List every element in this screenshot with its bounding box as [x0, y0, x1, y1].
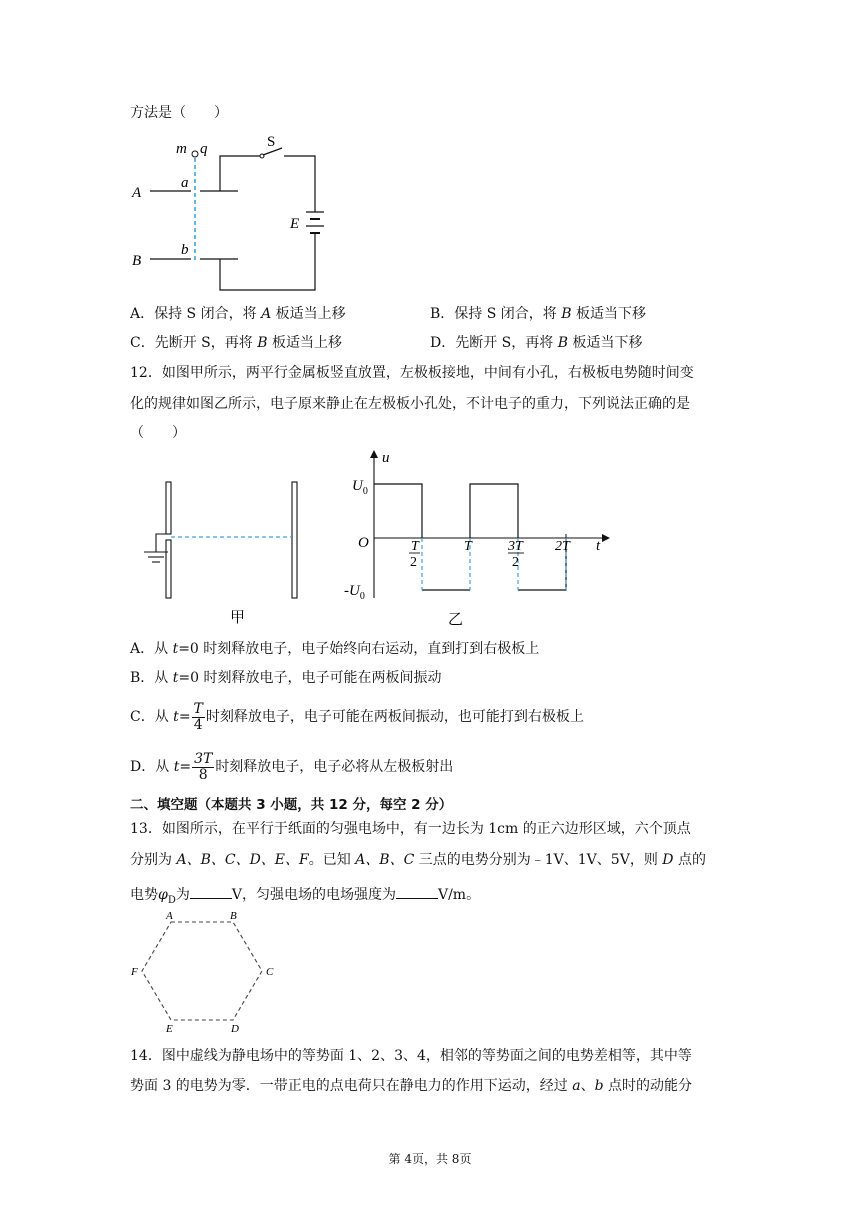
vertex-B: B	[230, 910, 237, 922]
q11-option-d: D．先断开 S，再将 B 板适当下移	[430, 335, 643, 351]
q12-option-c: C．从 t= $\frac{T}{4}$ 时刻释放电子，电子可能在两板间振动，也可能打到右极板上	[130, 700, 584, 733]
q13-stem-line3: 电势$\varphi_D$为 V，匀强电场的电场强度为 V/m。	[130, 884, 480, 910]
tick-U0: $U_0$	[352, 478, 368, 497]
tick-negU0: $-U_0$	[344, 583, 365, 602]
wave-segment	[374, 484, 422, 538]
q11-circuit-figure	[128, 132, 338, 292]
tick-T2-num: T	[411, 539, 419, 554]
fraction-3T-over-8: $\frac{3T}{8}$	[194, 750, 213, 783]
q12-option-a: A．从 t=0 时刻释放电子，电子始终向右运动，直到打到右极板上	[130, 641, 540, 657]
left-plate-top	[166, 482, 171, 534]
label-q: q	[200, 141, 208, 157]
tick-2T: 2T	[555, 539, 570, 554]
section-heading-fill-blank: 二、填空题（本题共 3 小题，共 12 分，每空 2 分）	[130, 797, 453, 813]
q11-option-c: C．先断开 S，再将 B 板适当上移	[130, 335, 342, 351]
q12-option-d: D．从 t= $\frac{3T}{8}$ 时刻释放电子，电子必将从左极板射出	[130, 750, 454, 783]
vertex-E: E	[166, 1023, 173, 1034]
q12-stem-line1: 12．如图甲所示，两平行金属板竖直放置，左极板接地，中间有小孔，右极板电势随时间变	[130, 365, 694, 381]
q12-stem-line3: （ ）	[130, 425, 186, 441]
q14-stem-line1: 14．图中虚线为静电场中的等势面 1、2、3、4，相邻的等势面之间的电势差相等，其中等	[130, 1048, 692, 1064]
tick-T: T	[464, 539, 472, 554]
vertex-D: D	[231, 1023, 239, 1034]
q11-stem-tail: 方法是（ ）	[130, 105, 228, 121]
caption-jia: 甲	[230, 610, 246, 626]
q11-option-a: A．保持 S 闭合，将 A 板适当上移	[130, 306, 346, 322]
wave-segment	[470, 484, 518, 538]
hexagon-dashed	[142, 922, 262, 1020]
label-m: m	[176, 141, 187, 157]
q12-figure-jia	[128, 470, 308, 630]
axis-label-t: t	[596, 538, 601, 554]
tick-3T2-den: 2	[512, 555, 519, 570]
page-footer: 第 4页，共 8页	[388, 1152, 472, 1166]
origin-O: O	[358, 535, 369, 551]
answer-blank-2[interactable]	[396, 884, 438, 899]
vertex-A: A	[166, 910, 173, 922]
vertex-F: F	[131, 966, 138, 978]
q14-stem-line2: 势面 3 的电势为零．一带正电的点电荷只在静电力的作用下运动，经过 a、b 点时的动能分	[130, 1078, 693, 1094]
label-a: a	[181, 175, 189, 191]
q11-option-b: B．保持 S 闭合，将 B 板适当下移	[430, 306, 646, 322]
axis-label-u: u	[382, 450, 390, 466]
q13-hexagon-figure	[128, 908, 278, 1034]
tick-T2-den: 2	[410, 555, 417, 570]
caption-yi: 乙	[448, 612, 464, 628]
q13-stem-line2: 分别为 A、B、C、D、E、F。已知 A、B、C 三点的电势分别为﹣1V、1V、5V，则 D 点的	[130, 852, 706, 868]
tick-3T2-num: 3T	[508, 539, 523, 554]
vertex-C: C	[266, 966, 274, 978]
answer-blank-1[interactable]	[190, 884, 232, 899]
q13-stem-line1: 13．如图所示，在平行于纸面的匀强电场中，有一边长为 1cm 的正六边形区域，六个顶点	[130, 821, 691, 837]
label-b: b	[181, 242, 189, 258]
label-A: A	[132, 185, 142, 201]
right-plate	[292, 482, 297, 598]
left-plate-bottom	[166, 540, 171, 598]
label-S: S	[267, 134, 276, 150]
q12-stem-line2: 化的规律如图乙所示，电子原来静止在左极板小孔处，不计电子的重力，下列说法正确的是	[130, 396, 690, 412]
label-E: E	[290, 216, 300, 232]
fraction-T-over-4: $\frac{T}{4}$	[193, 700, 203, 733]
label-B: B	[132, 253, 142, 269]
charge-particle	[192, 151, 198, 157]
q12-figure-yi	[340, 446, 610, 632]
q12-option-b: B．从 t=0 时刻释放电子，电子可能在两板间振动	[130, 670, 442, 686]
